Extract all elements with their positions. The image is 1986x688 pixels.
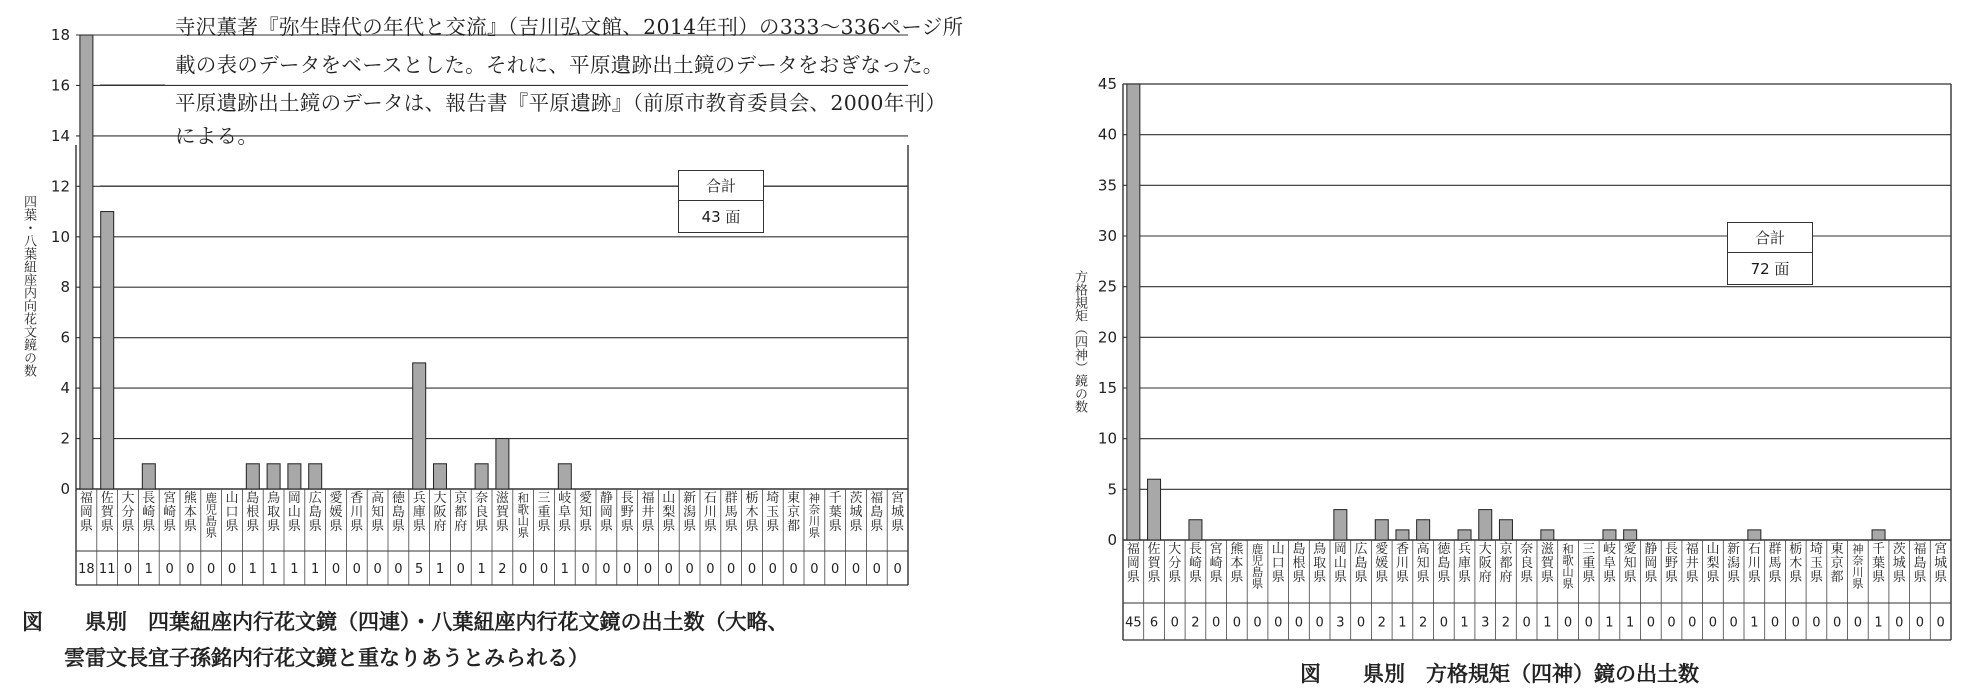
category-label: 兵庫県 — [412, 491, 426, 534]
value-label: 0 — [1688, 615, 1697, 631]
category-label: 栃木県 — [1789, 542, 1803, 585]
y-tick-label: 16 — [50, 76, 70, 95]
value-label: 1 — [1398, 615, 1407, 631]
value-label: 1 — [144, 562, 153, 577]
category-label: 広島県 — [308, 491, 322, 534]
category-label: 大阪府 — [1478, 542, 1492, 585]
value-label: 5 — [415, 562, 424, 577]
value-label: 0 — [1853, 615, 1862, 631]
note-line-3: 平原遺跡出土鏡のデータは、報告書『平原遺跡』（前原市教育委員会、2000年刊） — [175, 91, 947, 115]
category-label: 茨城県 — [1892, 542, 1906, 585]
note-line-2: 載の表のデータをベースとした。それに、平原遺跡出土鏡のデータをおぎなった。 — [175, 53, 944, 77]
y-tick-label: 18 — [50, 26, 70, 44]
category-label: 京都府 — [454, 491, 468, 534]
value-label: 0 — [893, 562, 902, 577]
category-label: 岡山県 — [1333, 542, 1347, 585]
left-total-box — [678, 170, 764, 233]
category-label: 群馬県 — [724, 491, 738, 534]
left-total-label: 合計 — [679, 171, 763, 201]
value-label: 0 — [394, 562, 403, 577]
value-label: 1 — [1626, 615, 1635, 631]
category-label: 山口県 — [225, 491, 239, 534]
category-label: 石川県 — [703, 491, 717, 534]
value-label: 0 — [1667, 615, 1676, 631]
category-label: 島根県 — [246, 491, 260, 534]
category-label: 静岡県 — [1644, 542, 1658, 585]
value-label: 1 — [269, 562, 278, 577]
y-tick-label: 8 — [60, 278, 70, 297]
value-label: 3 — [1336, 615, 1345, 631]
value-label: 0 — [1791, 615, 1800, 631]
category-label: 宮城県 — [891, 491, 905, 534]
category-label: 鹿児島県 — [1251, 542, 1264, 591]
bar — [1458, 530, 1471, 540]
y-tick-label: 10 — [50, 227, 70, 246]
left-y-axis-label: 四葉・八葉紐座内向花文鏡の数 — [21, 195, 36, 377]
bar — [1148, 479, 1161, 540]
category-label: 東京都 — [787, 491, 801, 534]
value-label: 0 — [1212, 615, 1221, 631]
value-label: 2 — [1377, 615, 1386, 631]
value-label: 1 — [1750, 615, 1759, 631]
value-label: 0 — [1315, 615, 1324, 631]
value-label: 0 — [1294, 615, 1304, 631]
category-label: 鳥取県 — [267, 491, 281, 534]
value-label: 0 — [123, 562, 133, 577]
category-label: 福岡県 — [1126, 542, 1140, 585]
category-label: 三重県 — [1582, 542, 1596, 585]
value-label: 1 — [1460, 615, 1469, 631]
note-line-4: による。 — [175, 124, 259, 148]
y-tick-label: 15 — [1097, 379, 1117, 397]
category-label: 埼玉県 — [1809, 542, 1823, 585]
category-label: 山口県 — [1271, 542, 1285, 585]
value-label: 0 — [872, 562, 881, 577]
category-label: 奈良県 — [1520, 542, 1534, 585]
bar — [1499, 520, 1512, 540]
value-label: 1 — [248, 562, 257, 577]
value-label: 1 — [1874, 615, 1883, 631]
bar — [1396, 530, 1409, 540]
value-label: 0 — [1895, 615, 1904, 631]
value-label: 0 — [1439, 615, 1448, 631]
category-label: 山梨県 — [1706, 542, 1720, 585]
bar — [1334, 510, 1347, 540]
value-label: 1 — [560, 562, 569, 577]
category-label: 新潟県 — [1727, 542, 1741, 585]
value-label: 2 — [1501, 615, 1511, 631]
value-label: 1 — [1605, 615, 1614, 631]
category-label: 徳島県 — [391, 491, 405, 534]
right-total-value: 72 面 — [1750, 260, 1790, 278]
value-label: 1 — [311, 562, 320, 577]
category-label: 兵庫県 — [1458, 542, 1472, 585]
value-label: 0 — [685, 562, 694, 577]
y-tick-label: 10 — [1097, 429, 1117, 448]
bar — [1417, 520, 1430, 540]
right-total-box — [1727, 222, 1813, 285]
y-tick-label: 0 — [1107, 531, 1117, 549]
bar — [1541, 530, 1554, 540]
category-label: 和歌山県 — [517, 491, 529, 540]
value-label: 0 — [519, 562, 528, 577]
category-label: 佐賀県 — [1147, 542, 1161, 585]
value-label: 2 — [498, 562, 507, 577]
value-label: 45 — [1125, 615, 1142, 631]
value-label: 0 — [1522, 615, 1531, 631]
value-label: 0 — [623, 562, 632, 577]
category-label: 栃木県 — [745, 491, 759, 534]
category-label: 東京都 — [1830, 542, 1844, 585]
right-y-axis-label: 方格規矩（四神）鏡の数 — [1072, 270, 1087, 413]
right-total-label: 合計 — [1728, 223, 1812, 253]
value-label: 0 — [581, 562, 590, 577]
left-total-value: 43 面 — [701, 208, 741, 226]
category-label: 高知県 — [371, 491, 385, 534]
bar — [1872, 530, 1885, 540]
value-label: 0 — [539, 562, 549, 577]
value-label: 0 — [1770, 615, 1780, 631]
value-label: 0 — [747, 562, 757, 577]
category-label: 京都府 — [1499, 542, 1513, 585]
y-tick-label: 45 — [1097, 75, 1117, 93]
value-label: 1 — [435, 562, 445, 577]
value-label: 0 — [768, 562, 777, 577]
value-label: 1 — [1543, 615, 1552, 631]
y-tick-label: 20 — [1097, 328, 1117, 347]
category-label: 島根県 — [1292, 542, 1306, 585]
value-label: 0 — [1253, 615, 1262, 631]
value-label: 0 — [1936, 615, 1945, 631]
category-label: 佐賀県 — [100, 491, 114, 534]
category-label: 茨城県 — [849, 491, 863, 534]
value-label: 0 — [1356, 615, 1366, 631]
category-label: 岐阜県 — [1602, 542, 1616, 585]
value-label: 0 — [1915, 615, 1925, 631]
value-label: 2 — [1419, 615, 1428, 631]
category-label: 広島県 — [1354, 542, 1368, 585]
y-tick-label: 30 — [1097, 227, 1117, 245]
value-label: 0 — [664, 562, 673, 577]
category-label: 神奈川県 — [808, 491, 821, 540]
category-label: 高知県 — [1416, 542, 1430, 585]
category-label: 宮崎県 — [1209, 542, 1223, 585]
right-caption: 図 県別 方格規矩（四神）鏡の出土数 — [1300, 662, 1699, 686]
category-label: 香川県 — [1395, 542, 1409, 585]
category-label: 熊本県 — [183, 491, 197, 534]
category-label: 愛知県 — [1623, 542, 1637, 585]
category-label: 長野県 — [1665, 542, 1679, 585]
bar — [1603, 530, 1616, 540]
category-label: 埼玉県 — [766, 491, 780, 534]
category-label: 千葉県 — [828, 491, 842, 534]
value-label: 1 — [290, 562, 299, 577]
category-label: 徳島県 — [1437, 542, 1451, 585]
category-label: 三重県 — [537, 491, 551, 534]
category-label: 宮城県 — [1934, 542, 1948, 585]
y-tick-label: 2 — [60, 429, 70, 448]
value-label: 0 — [1274, 615, 1283, 631]
value-label: 11 — [98, 562, 116, 577]
value-label: 0 — [373, 562, 382, 577]
category-label: 滋賀県 — [495, 491, 509, 534]
value-label: 0 — [1646, 615, 1655, 631]
bar — [1189, 520, 1202, 540]
category-label: 福井県 — [1685, 542, 1699, 585]
value-label: 0 — [227, 562, 237, 577]
y-tick-label: 12 — [50, 177, 70, 196]
category-label: 新潟県 — [683, 491, 697, 534]
category-label: 宮崎県 — [163, 491, 177, 534]
value-label: 0 — [1812, 615, 1821, 631]
category-label: 千葉県 — [1872, 542, 1886, 585]
value-label: 6 — [1149, 615, 1159, 631]
value-label: 0 — [1232, 615, 1241, 631]
value-label: 0 — [165, 562, 174, 577]
bar — [1624, 530, 1637, 540]
y-tick-label: 4 — [60, 379, 70, 398]
value-label: 0 — [1563, 615, 1573, 631]
category-label: 大分県 — [121, 491, 135, 534]
value-label: 18 — [78, 562, 95, 577]
y-tick-label: 40 — [1097, 125, 1117, 144]
category-label: 和歌山県 — [1562, 542, 1574, 591]
category-label: 愛媛県 — [329, 491, 343, 534]
category-label: 福井県 — [641, 491, 655, 534]
value-label: 0 — [706, 562, 715, 577]
y-tick-label: 6 — [60, 328, 70, 347]
category-label: 熊本県 — [1230, 542, 1244, 585]
category-label: 福島県 — [1913, 542, 1927, 585]
value-label: 0 — [331, 562, 341, 577]
value-label: 0 — [1170, 615, 1179, 631]
value-label: 0 — [810, 562, 819, 577]
category-label: 長野県 — [620, 491, 634, 534]
bar — [1479, 510, 1492, 540]
category-label: 静岡県 — [599, 491, 613, 534]
category-label: 群馬県 — [1768, 542, 1782, 585]
value-label: 1 — [477, 562, 486, 577]
category-label: 鳥取県 — [1313, 542, 1327, 585]
category-label: 石川県 — [1747, 542, 1761, 585]
category-label: 岡山県 — [287, 491, 301, 534]
value-label: 0 — [1584, 615, 1593, 631]
y-tick-label: 5 — [1107, 480, 1117, 499]
y-tick-label: 35 — [1097, 176, 1117, 195]
y-tick-label: 0 — [60, 480, 70, 498]
value-label: 0 — [789, 562, 798, 577]
category-label: 愛知県 — [579, 491, 593, 534]
category-label: 岐阜県 — [558, 491, 572, 534]
value-label: 0 — [352, 562, 361, 577]
value-label: 0 — [1729, 615, 1738, 631]
value-label: 0 — [456, 562, 465, 577]
note-line-1: 寺沢薫著『弥生時代の年代と交流』（吉川弘文館、2014年刊）の333〜336ページ所 — [175, 15, 964, 39]
left-caption-line-2: 雲雷文長宜子孫銘内行花文鏡と重なりあうとみられる） — [64, 646, 589, 670]
value-label: 0 — [207, 562, 216, 577]
value-label: 0 — [1708, 615, 1718, 631]
value-label: 0 — [186, 562, 195, 577]
bar — [1127, 84, 1140, 540]
value-label: 3 — [1481, 615, 1490, 631]
value-label: 0 — [643, 562, 653, 577]
value-label: 0 — [1833, 615, 1842, 631]
value-label: 0 — [831, 562, 840, 577]
left-caption-line-1: 図 県別 四葉紐座内行花文鏡（四連）・八葉紐座内行花文鏡の出土数（大略、 — [22, 610, 789, 634]
category-label: 山梨県 — [662, 491, 676, 534]
category-label: 長崎県 — [1188, 542, 1202, 585]
value-label: 0 — [602, 562, 611, 577]
category-label: 香川県 — [350, 491, 364, 534]
category-label: 福岡県 — [79, 491, 93, 534]
category-label: 奈良県 — [475, 491, 489, 534]
y-tick-label: 14 — [50, 126, 70, 145]
category-label: 福島県 — [870, 491, 884, 534]
category-label: 鹿児島県 — [205, 491, 217, 540]
bar — [1748, 530, 1761, 540]
value-label: 2 — [1191, 615, 1200, 631]
category-label: 滋賀県 — [1540, 542, 1554, 585]
category-label: 神奈川県 — [1852, 542, 1864, 591]
category-label: 大阪府 — [433, 491, 447, 534]
value-label: 0 — [851, 562, 861, 577]
category-label: 愛媛県 — [1375, 542, 1389, 585]
value-label: 0 — [727, 562, 736, 577]
bar — [1375, 520, 1388, 540]
y-tick-label: 25 — [1097, 277, 1117, 296]
category-label: 大分県 — [1168, 542, 1182, 585]
category-label: 長崎県 — [142, 491, 156, 534]
